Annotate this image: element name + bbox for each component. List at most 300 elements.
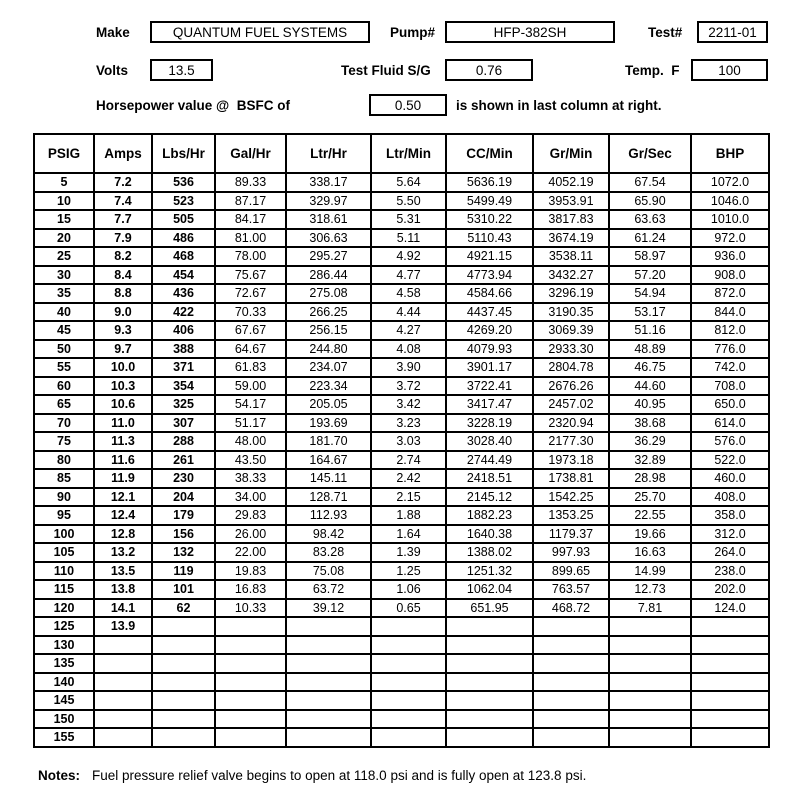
table-cell xyxy=(609,617,691,636)
table-cell: 2933.30 xyxy=(533,340,609,359)
table-cell: 7.2 xyxy=(94,173,152,192)
table-cell xyxy=(94,654,152,673)
table-cell: 3538.11 xyxy=(533,247,609,266)
table-cell: 5.64 xyxy=(371,173,446,192)
table-cell: 422 xyxy=(152,303,215,322)
table-cell: 329.97 xyxy=(286,192,371,211)
table-cell: 11.6 xyxy=(94,451,152,470)
table-cell: 44.60 xyxy=(609,377,691,396)
table-cell: 223.34 xyxy=(286,377,371,396)
table-cell xyxy=(215,654,286,673)
table-cell xyxy=(286,673,371,692)
table-cell: 3722.41 xyxy=(446,377,533,396)
table-cell: 40.95 xyxy=(609,395,691,414)
table-cell: 266.25 xyxy=(286,303,371,322)
table-cell xyxy=(152,691,215,710)
table-cell xyxy=(215,728,286,747)
table-cell: 38.68 xyxy=(609,414,691,433)
table-cell xyxy=(286,691,371,710)
table-cell: 2177.30 xyxy=(533,432,609,451)
table-cell: 53.17 xyxy=(609,303,691,322)
table-cell: 3.23 xyxy=(371,414,446,433)
table-cell: 972.0 xyxy=(691,229,769,248)
table-cell xyxy=(371,691,446,710)
table-cell: 34.00 xyxy=(215,488,286,507)
table-cell: 38.33 xyxy=(215,469,286,488)
table-row xyxy=(34,192,769,211)
table-row xyxy=(34,469,769,488)
table-cell xyxy=(533,654,609,673)
table-cell: 4.77 xyxy=(371,266,446,285)
table-cell xyxy=(609,710,691,729)
table-row xyxy=(34,525,769,544)
table-cell: 812.0 xyxy=(691,321,769,340)
table-cell: 576.0 xyxy=(691,432,769,451)
table-row xyxy=(34,451,769,470)
table-cell: 5.31 xyxy=(371,210,446,229)
table-cell: 899.65 xyxy=(533,562,609,581)
table-cell xyxy=(691,617,769,636)
table-cell: 40 xyxy=(34,303,94,322)
horsepower-suffix-label: is shown in last column at right. xyxy=(456,98,662,113)
table-cell: 650.0 xyxy=(691,395,769,414)
table-cell: 261 xyxy=(152,451,215,470)
table-cell: 1388.02 xyxy=(446,543,533,562)
table-cell xyxy=(94,673,152,692)
table-cell: 25.70 xyxy=(609,488,691,507)
test-fluid-sg-field[interactable]: 0.76 xyxy=(445,59,533,81)
table-row xyxy=(34,340,769,359)
volts-field[interactable]: 13.5 xyxy=(150,59,213,81)
table-cell xyxy=(691,636,769,655)
test-number-field[interactable]: 2211-01 xyxy=(697,21,768,43)
table-row xyxy=(34,321,769,340)
table-cell: 112.93 xyxy=(286,506,371,525)
table-cell: 55 xyxy=(34,358,94,377)
table-cell: 29.83 xyxy=(215,506,286,525)
table-cell: 205.05 xyxy=(286,395,371,414)
volts-label: Volts xyxy=(96,63,129,78)
table-cell: 8.4 xyxy=(94,266,152,285)
table-cell: 5110.43 xyxy=(446,229,533,248)
table-cell xyxy=(152,728,215,747)
table-cell: 275.08 xyxy=(286,284,371,303)
table-cell: 1.88 xyxy=(371,506,446,525)
table-cell: 130 xyxy=(34,636,94,655)
table-cell: 1072.0 xyxy=(691,173,769,192)
table-row xyxy=(34,377,769,396)
table-cell: 2676.26 xyxy=(533,377,609,396)
table-cell: 742.0 xyxy=(691,358,769,377)
table-cell: 4584.66 xyxy=(446,284,533,303)
table-cell xyxy=(152,617,215,636)
table-cell xyxy=(215,636,286,655)
table-cell: 19.66 xyxy=(609,525,691,544)
table-row xyxy=(34,488,769,507)
table-cell: 1251.32 xyxy=(446,562,533,581)
table-cell: 5636.19 xyxy=(446,173,533,192)
bsfc-field[interactable]: 0.50 xyxy=(369,94,447,116)
table-cell xyxy=(446,636,533,655)
table-cell: 45 xyxy=(34,321,94,340)
table-cell: 7.4 xyxy=(94,192,152,211)
table-row xyxy=(34,414,769,433)
table-cell: 1.64 xyxy=(371,525,446,544)
make-label: Make xyxy=(96,25,130,40)
table-cell: 3069.39 xyxy=(533,321,609,340)
column-header: Gr/Sec xyxy=(609,134,691,173)
table-cell: 70 xyxy=(34,414,94,433)
table-row xyxy=(34,710,769,729)
column-header: Ltr/Hr xyxy=(286,134,371,173)
table-cell: 128.71 xyxy=(286,488,371,507)
table-cell: 124.0 xyxy=(691,599,769,618)
flow-table xyxy=(33,133,770,748)
table-cell xyxy=(371,728,446,747)
table-cell: 2320.94 xyxy=(533,414,609,433)
table-cell: 3.42 xyxy=(371,395,446,414)
table-cell: 87.17 xyxy=(215,192,286,211)
table-cell: 3.72 xyxy=(371,377,446,396)
table-cell: 10.0 xyxy=(94,358,152,377)
table-cell: 536 xyxy=(152,173,215,192)
table-cell: 35 xyxy=(34,284,94,303)
table-cell: 1010.0 xyxy=(691,210,769,229)
table-cell: 5310.22 xyxy=(446,210,533,229)
table-cell: 11.3 xyxy=(94,432,152,451)
table-cell: 59.00 xyxy=(215,377,286,396)
table-cell: 13.2 xyxy=(94,543,152,562)
table-cell xyxy=(371,710,446,729)
table-cell: 1640.38 xyxy=(446,525,533,544)
table-cell xyxy=(446,673,533,692)
table-row xyxy=(34,599,769,618)
table-cell: 155 xyxy=(34,728,94,747)
column-header: Gal/Hr xyxy=(215,134,286,173)
table-cell xyxy=(152,636,215,655)
pump-number-field[interactable]: HFP-382SH xyxy=(445,21,615,43)
table-cell: 57.20 xyxy=(609,266,691,285)
table-cell: 98.42 xyxy=(286,525,371,544)
table-cell: 2145.12 xyxy=(446,488,533,507)
table-cell: 65 xyxy=(34,395,94,414)
table-cell: 43.50 xyxy=(215,451,286,470)
table-cell: 115 xyxy=(34,580,94,599)
table-cell: 72.67 xyxy=(215,284,286,303)
table-row xyxy=(34,506,769,525)
table-cell xyxy=(446,691,533,710)
table-cell: 120 xyxy=(34,599,94,618)
table-cell: 4.08 xyxy=(371,340,446,359)
table-row xyxy=(34,654,769,673)
table-cell: 51.17 xyxy=(215,414,286,433)
table-cell: 1738.81 xyxy=(533,469,609,488)
table-cell: 1062.04 xyxy=(446,580,533,599)
table-cell: 3.03 xyxy=(371,432,446,451)
table-row xyxy=(34,728,769,747)
table-cell: 22.55 xyxy=(609,506,691,525)
table-cell: 5 xyxy=(34,173,94,192)
table-row xyxy=(34,617,769,636)
table-cell: 110 xyxy=(34,562,94,581)
table-cell: 872.0 xyxy=(691,284,769,303)
table-cell: 70.33 xyxy=(215,303,286,322)
table-cell: 0.65 xyxy=(371,599,446,618)
table-cell xyxy=(609,654,691,673)
table-cell: 75.08 xyxy=(286,562,371,581)
table-cell: 3228.19 xyxy=(446,414,533,433)
table-cell: 78.00 xyxy=(215,247,286,266)
table-cell xyxy=(286,617,371,636)
table-cell: 125 xyxy=(34,617,94,636)
table-cell: 4921.15 xyxy=(446,247,533,266)
temp-f-label: Temp. F xyxy=(625,63,680,78)
table-cell xyxy=(691,728,769,747)
table-cell: 1353.25 xyxy=(533,506,609,525)
table-header-row xyxy=(34,134,769,173)
table-cell: 408.0 xyxy=(691,488,769,507)
table-cell: 48.00 xyxy=(215,432,286,451)
table-cell: 10.33 xyxy=(215,599,286,618)
table-cell: 4773.94 xyxy=(446,266,533,285)
table-cell: 28.98 xyxy=(609,469,691,488)
table-cell xyxy=(94,636,152,655)
table-cell xyxy=(215,710,286,729)
table-cell: 204 xyxy=(152,488,215,507)
temp-f-field[interactable]: 100 xyxy=(691,59,768,81)
table-cell: 9.0 xyxy=(94,303,152,322)
table-cell: 48.89 xyxy=(609,340,691,359)
table-cell: 358.0 xyxy=(691,506,769,525)
table-cell: 50 xyxy=(34,340,94,359)
table-cell: 5.50 xyxy=(371,192,446,211)
table-cell: 12.73 xyxy=(609,580,691,599)
table-cell: 80 xyxy=(34,451,94,470)
table-cell: 16.63 xyxy=(609,543,691,562)
table-cell: 54.94 xyxy=(609,284,691,303)
table-cell: 60 xyxy=(34,377,94,396)
column-header: Ltr/Min xyxy=(371,134,446,173)
table-cell xyxy=(94,691,152,710)
table-cell: 119 xyxy=(152,562,215,581)
table-cell: 2.15 xyxy=(371,488,446,507)
table-cell xyxy=(94,728,152,747)
table-cell: 5.11 xyxy=(371,229,446,248)
table-cell: 30 xyxy=(34,266,94,285)
table-cell: 85 xyxy=(34,469,94,488)
table-cell: 145 xyxy=(34,691,94,710)
table-cell: 51.16 xyxy=(609,321,691,340)
table-cell: 10.6 xyxy=(94,395,152,414)
table-cell xyxy=(152,654,215,673)
table-cell: 468.72 xyxy=(533,599,609,618)
table-cell: 64.67 xyxy=(215,340,286,359)
table-cell: 61.83 xyxy=(215,358,286,377)
table-cell: 1046.0 xyxy=(691,192,769,211)
table-row xyxy=(34,303,769,322)
table-cell xyxy=(609,636,691,655)
table-cell: 11.0 xyxy=(94,414,152,433)
table-cell: 318.61 xyxy=(286,210,371,229)
table-cell: 1.06 xyxy=(371,580,446,599)
table-cell: 3817.83 xyxy=(533,210,609,229)
table-cell: 46.75 xyxy=(609,358,691,377)
table-cell: 8.8 xyxy=(94,284,152,303)
table-cell xyxy=(371,654,446,673)
table-cell xyxy=(152,710,215,729)
horsepower-bsfc-label: Horsepower value @ BSFC of xyxy=(96,98,290,113)
table-cell xyxy=(609,673,691,692)
table-cell xyxy=(533,710,609,729)
table-row xyxy=(34,673,769,692)
table-cell: 1542.25 xyxy=(533,488,609,507)
table-cell: 3.90 xyxy=(371,358,446,377)
table-cell: 4.58 xyxy=(371,284,446,303)
table-cell: 2.42 xyxy=(371,469,446,488)
table-cell: 89.33 xyxy=(215,173,286,192)
table-cell: 16.83 xyxy=(215,580,286,599)
table-cell xyxy=(691,691,769,710)
table-cell: 100 xyxy=(34,525,94,544)
table-cell: 26.00 xyxy=(215,525,286,544)
table-cell: 63.72 xyxy=(286,580,371,599)
table-cell: 39.12 xyxy=(286,599,371,618)
table-cell: 3417.47 xyxy=(446,395,533,414)
table-cell: 83.28 xyxy=(286,543,371,562)
table-cell xyxy=(371,673,446,692)
column-header: PSIG xyxy=(34,134,94,173)
table-cell: 505 xyxy=(152,210,215,229)
table-row xyxy=(34,284,769,303)
table-cell: 1882.23 xyxy=(446,506,533,525)
table-cell: 388 xyxy=(152,340,215,359)
table-cell: 3190.35 xyxy=(533,303,609,322)
table-cell: 7.7 xyxy=(94,210,152,229)
table-cell: 2418.51 xyxy=(446,469,533,488)
notes-text: Fuel pressure relief valve begins to open at 118.0 psi and is fully open at 123.8 psi. xyxy=(92,768,587,783)
table-cell: 523 xyxy=(152,192,215,211)
column-header: Amps xyxy=(94,134,152,173)
table-cell: 9.7 xyxy=(94,340,152,359)
table-cell: 132 xyxy=(152,543,215,562)
table-cell: 10.3 xyxy=(94,377,152,396)
table-row xyxy=(34,210,769,229)
table-cell xyxy=(533,636,609,655)
table-cell xyxy=(609,728,691,747)
table-cell: 84.17 xyxy=(215,210,286,229)
table-cell: 238.0 xyxy=(691,562,769,581)
table-cell: 14.99 xyxy=(609,562,691,581)
table-row xyxy=(34,636,769,655)
table-row xyxy=(34,247,769,266)
table-cell: 58.97 xyxy=(609,247,691,266)
table-cell: 5499.49 xyxy=(446,192,533,211)
table-cell: 3028.40 xyxy=(446,432,533,451)
column-header: BHP xyxy=(691,134,769,173)
table-cell: 307 xyxy=(152,414,215,433)
table-cell: 135 xyxy=(34,654,94,673)
table-cell xyxy=(533,691,609,710)
table-cell: 4.27 xyxy=(371,321,446,340)
table-cell xyxy=(286,636,371,655)
table-cell: 202.0 xyxy=(691,580,769,599)
table-cell xyxy=(446,710,533,729)
table-cell: 371 xyxy=(152,358,215,377)
table-row xyxy=(34,432,769,451)
table-cell: 62 xyxy=(152,599,215,618)
table-cell: 4.92 xyxy=(371,247,446,266)
table-cell: 2744.49 xyxy=(446,451,533,470)
table-cell: 22.00 xyxy=(215,543,286,562)
table-cell: 264.0 xyxy=(691,543,769,562)
table-cell xyxy=(286,654,371,673)
table-cell: 908.0 xyxy=(691,266,769,285)
table-cell xyxy=(691,673,769,692)
notes xyxy=(38,768,586,783)
table-cell: 522.0 xyxy=(691,451,769,470)
table-cell xyxy=(286,728,371,747)
table-cell: 150 xyxy=(34,710,94,729)
table-cell: 295.27 xyxy=(286,247,371,266)
table-cell: 244.80 xyxy=(286,340,371,359)
table-cell: 325 xyxy=(152,395,215,414)
table-row xyxy=(34,543,769,562)
table-cell: 140 xyxy=(34,673,94,692)
table-cell: 81.00 xyxy=(215,229,286,248)
table-cell: 14.1 xyxy=(94,599,152,618)
make-field[interactable]: QUANTUM FUEL SYSTEMS xyxy=(150,21,370,43)
table-cell xyxy=(446,654,533,673)
table-row xyxy=(34,229,769,248)
test-number-label: Test# xyxy=(648,25,683,40)
table-cell: 3432.27 xyxy=(533,266,609,285)
table-cell: 4052.19 xyxy=(533,173,609,192)
table-cell: 13.8 xyxy=(94,580,152,599)
table-cell: 36.29 xyxy=(609,432,691,451)
table-cell: 230 xyxy=(152,469,215,488)
table-cell xyxy=(94,710,152,729)
table-cell xyxy=(215,617,286,636)
table-cell: 67.54 xyxy=(609,173,691,192)
table-cell xyxy=(215,691,286,710)
table-cell xyxy=(691,710,769,729)
table-cell xyxy=(446,617,533,636)
table-cell: 179 xyxy=(152,506,215,525)
table-cell: 997.93 xyxy=(533,543,609,562)
table-cell: 145.11 xyxy=(286,469,371,488)
table-cell: 54.17 xyxy=(215,395,286,414)
table-cell: 234.07 xyxy=(286,358,371,377)
table-cell: 12.8 xyxy=(94,525,152,544)
table-cell: 2.74 xyxy=(371,451,446,470)
table-row xyxy=(34,562,769,581)
table-cell: 338.17 xyxy=(286,173,371,192)
table-cell: 454 xyxy=(152,266,215,285)
table-cell: 193.69 xyxy=(286,414,371,433)
table-cell: 1179.37 xyxy=(533,525,609,544)
table-cell: 13.5 xyxy=(94,562,152,581)
table-cell xyxy=(609,691,691,710)
table-cell: 67.67 xyxy=(215,321,286,340)
table-cell: 936.0 xyxy=(691,247,769,266)
table-cell: 614.0 xyxy=(691,414,769,433)
table-cell: 708.0 xyxy=(691,377,769,396)
table-cell xyxy=(215,673,286,692)
table-cell: 460.0 xyxy=(691,469,769,488)
table-cell xyxy=(533,728,609,747)
table-cell: 105 xyxy=(34,543,94,562)
table-cell: 288 xyxy=(152,432,215,451)
